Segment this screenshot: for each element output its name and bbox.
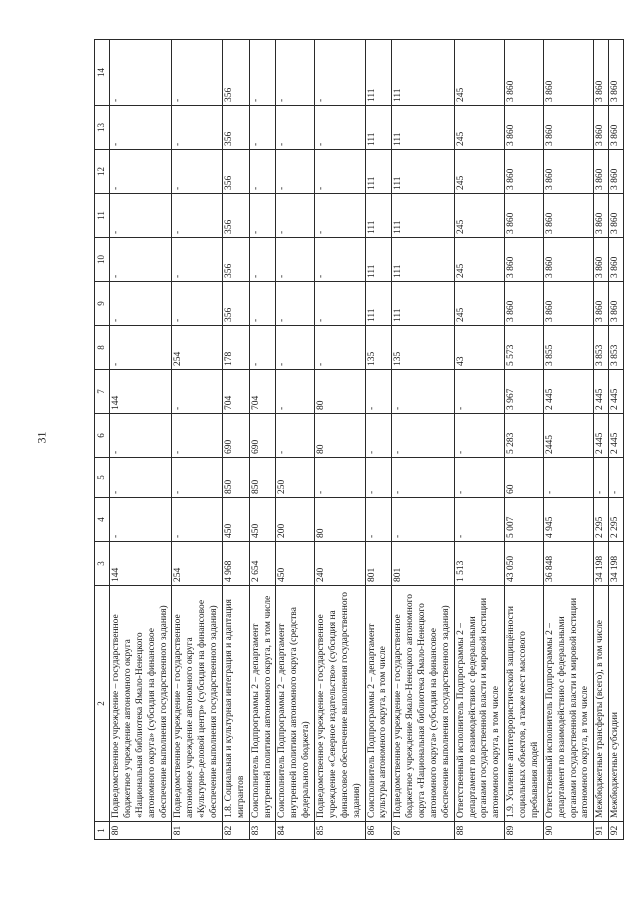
value-cell: 200 <box>276 498 315 542</box>
value-cell: 690 <box>222 414 249 458</box>
value-cell: 178 <box>222 326 249 370</box>
value-cell: - <box>110 282 172 326</box>
column-header: 8 <box>95 326 110 370</box>
page-number: 31 <box>34 431 49 444</box>
value-cell: 4 945 <box>543 498 594 542</box>
value-cell: 3 860 <box>505 238 544 282</box>
value-cell: 250 <box>276 458 315 498</box>
value-cell: - <box>315 458 366 498</box>
value-cell: - <box>110 498 172 542</box>
row-name: Соисполнитель Подпрограммы 2 – департамент культуры автономного округа, в том числе <box>365 586 392 822</box>
value-cell: 3 860 <box>609 150 624 194</box>
value-cell: - <box>249 326 276 370</box>
value-cell: 111 <box>392 282 454 326</box>
table-wrapper <box>94 50 621 840</box>
value-cell: - <box>110 326 172 370</box>
value-cell: 3 860 <box>543 282 594 326</box>
value-cell: - <box>249 106 276 150</box>
value-cell: - <box>110 414 172 458</box>
value-cell: 5 283 <box>505 414 544 458</box>
value-cell: 111 <box>365 150 392 194</box>
value-cell: - <box>249 282 276 326</box>
value-cell: 245 <box>454 282 505 326</box>
value-cell: - <box>454 414 505 458</box>
row-name: Межбюджетные субсидии <box>609 586 624 822</box>
table-row <box>365 40 392 840</box>
value-cell: 43 050 <box>505 542 544 586</box>
value-cell: - <box>365 498 392 542</box>
value-cell: 245 <box>454 150 505 194</box>
value-cell: - <box>365 414 392 458</box>
column-header: 14 <box>95 40 110 106</box>
row-number: 85 <box>315 822 366 840</box>
table-row <box>249 40 276 840</box>
value-cell: 3 855 <box>543 326 594 370</box>
value-cell: - <box>276 282 315 326</box>
value-cell: 135 <box>365 326 392 370</box>
value-cell: 111 <box>392 150 454 194</box>
table-row <box>315 40 366 840</box>
value-cell: - <box>392 498 454 542</box>
table-row <box>276 40 315 840</box>
value-cell: 2 654 <box>249 542 276 586</box>
value-cell: 2 445 <box>609 414 624 458</box>
value-cell: 356 <box>222 150 249 194</box>
value-cell: 3 853 <box>609 326 624 370</box>
value-cell: 111 <box>365 40 392 106</box>
value-cell: 111 <box>392 194 454 238</box>
table-row <box>594 40 609 840</box>
table-body <box>110 40 624 840</box>
value-cell: - <box>276 150 315 194</box>
value-cell: 111 <box>365 282 392 326</box>
value-cell: 111 <box>365 238 392 282</box>
value-cell: 801 <box>365 542 392 586</box>
table-row <box>110 40 172 840</box>
value-cell: 3 860 <box>609 106 624 150</box>
value-cell: - <box>315 326 366 370</box>
row-number: 82 <box>222 822 249 840</box>
value-cell: 3 860 <box>594 40 609 106</box>
value-cell: 3 860 <box>594 106 609 150</box>
value-cell: 111 <box>392 238 454 282</box>
row-number: 86 <box>365 822 392 840</box>
value-cell: 111 <box>365 194 392 238</box>
value-cell: 240 <box>315 542 366 586</box>
value-cell: 3 860 <box>609 282 624 326</box>
column-header: 1 <box>95 822 110 840</box>
value-cell: 450 <box>276 542 315 586</box>
row-number: 90 <box>543 822 594 840</box>
value-cell: - <box>315 194 366 238</box>
value-cell: 850 <box>249 458 276 498</box>
value-cell: - <box>110 194 172 238</box>
header-row <box>95 40 110 840</box>
value-cell: 3 860 <box>543 106 594 150</box>
value-cell: 356 <box>222 40 249 106</box>
value-cell: 704 <box>249 370 276 414</box>
value-cell: 60 <box>505 458 544 498</box>
value-cell: 111 <box>365 106 392 150</box>
value-cell: 80 <box>315 370 366 414</box>
value-cell: - <box>172 40 223 106</box>
value-cell: - <box>172 458 223 498</box>
value-cell: - <box>172 238 223 282</box>
value-cell: - <box>454 370 505 414</box>
value-cell: 5 573 <box>505 326 544 370</box>
value-cell: - <box>276 106 315 150</box>
row-name: Межбюджетные трансферты (всего), в том числе <box>594 586 609 822</box>
value-cell: - <box>110 458 172 498</box>
column-header: 3 <box>95 542 110 586</box>
value-cell: 450 <box>222 498 249 542</box>
value-cell: 3 860 <box>594 238 609 282</box>
value-cell: - <box>315 150 366 194</box>
value-cell: 690 <box>249 414 276 458</box>
value-cell: 450 <box>249 498 276 542</box>
table-row <box>392 40 454 840</box>
table-row <box>454 40 505 840</box>
value-cell: 356 <box>222 238 249 282</box>
value-cell: - <box>172 282 223 326</box>
value-cell: - <box>454 498 505 542</box>
value-cell: 80 <box>315 498 366 542</box>
row-name: Ответственный исполнитель Подпрограммы 2 – департамент по взаимодействию с федеральными органами государственной власти и мировой юстиции автономного округа, в том числе <box>454 586 505 822</box>
value-cell: 2445 <box>543 414 594 458</box>
row-number: 81 <box>172 822 223 840</box>
value-cell: - <box>276 370 315 414</box>
value-cell: 245 <box>454 106 505 150</box>
row-name: Соисполнитель Подпрограммы 2 – департамент внутренней политики автономного округа (средства федерального бюджета) <box>276 586 315 822</box>
value-cell: 245 <box>454 238 505 282</box>
value-cell: - <box>110 40 172 106</box>
value-cell: 356 <box>222 282 249 326</box>
value-cell: - <box>249 238 276 282</box>
value-cell: - <box>172 194 223 238</box>
value-cell: 2 445 <box>594 370 609 414</box>
value-cell: 144 <box>110 542 172 586</box>
column-header: 7 <box>95 370 110 414</box>
table-row <box>172 40 223 840</box>
column-header: 6 <box>95 414 110 458</box>
value-cell: 3 860 <box>505 194 544 238</box>
value-cell: - <box>276 194 315 238</box>
row-name: Подведомственное учреждение – государственное учреждение «Северное издательство» (субсидия на финансовое обеспечение выполнения государственного задания) <box>315 586 366 822</box>
value-cell: - <box>276 238 315 282</box>
value-cell: - <box>315 106 366 150</box>
value-cell: 43 <box>454 326 505 370</box>
value-cell: 4 968 <box>222 542 249 586</box>
value-cell: - <box>249 40 276 106</box>
row-number: 91 <box>594 822 609 840</box>
value-cell: - <box>594 458 609 498</box>
row-number: 84 <box>276 822 315 840</box>
table-row <box>609 40 624 840</box>
row-number: 89 <box>505 822 544 840</box>
value-cell: 3 860 <box>505 40 544 106</box>
column-header: 4 <box>95 498 110 542</box>
value-cell: 2 445 <box>543 370 594 414</box>
value-cell: 3 860 <box>609 194 624 238</box>
value-cell: - <box>172 414 223 458</box>
value-cell: - <box>110 150 172 194</box>
value-cell: 1 513 <box>454 542 505 586</box>
row-name: Ответственный исполнитель Подпрограммы 2 – департамент по взаимодействию с федеральными органами государственной власти и мировой юстиции автономного округа, в том числе <box>543 586 594 822</box>
value-cell: - <box>110 106 172 150</box>
column-header: 5 <box>95 458 110 498</box>
value-cell: 5 007 <box>505 498 544 542</box>
column-header: 13 <box>95 106 110 150</box>
value-cell: 3 860 <box>505 150 544 194</box>
column-header: 9 <box>95 282 110 326</box>
value-cell: - <box>172 106 223 150</box>
value-cell: - <box>276 414 315 458</box>
value-cell: - <box>172 150 223 194</box>
value-cell: 3 860 <box>505 282 544 326</box>
value-cell: 801 <box>392 542 454 586</box>
value-cell: 111 <box>392 40 454 106</box>
column-header: 2 <box>95 586 110 822</box>
value-cell: 3 860 <box>505 106 544 150</box>
value-cell: - <box>392 414 454 458</box>
row-name: 1.8. Социальная и культурная интеграция и адаптация мигрантов <box>222 586 249 822</box>
column-header: 12 <box>95 150 110 194</box>
value-cell: 3 860 <box>594 150 609 194</box>
row-number: 88 <box>454 822 505 840</box>
value-cell: - <box>110 238 172 282</box>
row-name: Соисполнитель Подпрограммы 2 – департамент внутренней политики автономного округа, в том числе <box>249 586 276 822</box>
value-cell: 3 860 <box>594 282 609 326</box>
value-cell: - <box>249 150 276 194</box>
value-cell: - <box>454 458 505 498</box>
table-row <box>505 40 544 840</box>
value-cell: - <box>172 498 223 542</box>
row-number: 80 <box>110 822 172 840</box>
value-cell: - <box>392 458 454 498</box>
table-row <box>543 40 594 840</box>
value-cell: 704 <box>222 370 249 414</box>
row-number: 83 <box>249 822 276 840</box>
value-cell: 2 295 <box>594 498 609 542</box>
value-cell: 245 <box>454 194 505 238</box>
value-cell: - <box>365 458 392 498</box>
row-name: Подведомственное учреждение – государственное бюджетное учреждение Ямало-Ненецкого автономного округа «Национальная библиотека Ямало-Ненецкого автономного округа» (субсидия на финансовое обеспечение выполнения государственного задания) <box>392 586 454 822</box>
value-cell: 254 <box>172 542 223 586</box>
value-cell: - <box>172 370 223 414</box>
value-cell: 3 967 <box>505 370 544 414</box>
value-cell: 34 198 <box>594 542 609 586</box>
value-cell: - <box>315 238 366 282</box>
value-cell: 245 <box>454 40 505 106</box>
value-cell: 36 848 <box>543 542 594 586</box>
value-cell: 34 198 <box>609 542 624 586</box>
value-cell: 3 860 <box>609 40 624 106</box>
value-cell: - <box>276 40 315 106</box>
value-cell: 2 445 <box>609 370 624 414</box>
row-name: 1.9. Усиление антитеррористической защищённости социальных объектов, а также мест массового пребывания людей <box>505 586 544 822</box>
value-cell: 356 <box>222 106 249 150</box>
value-cell: - <box>315 282 366 326</box>
value-cell: 3 860 <box>594 194 609 238</box>
value-cell: 356 <box>222 194 249 238</box>
value-cell: - <box>249 194 276 238</box>
budget-table <box>94 39 624 840</box>
row-name: Подведомственное учреждение – государственное бюджетное учреждение автономного округа «Национальная библиотека Ямало-Ненецкого автономного округа» (субсидия на финансовое обеспечение выполнения государственного задания) <box>110 586 172 822</box>
value-cell: 3 860 <box>543 194 594 238</box>
row-number: 92 <box>609 822 624 840</box>
value-cell: 850 <box>222 458 249 498</box>
value-cell: - <box>276 326 315 370</box>
value-cell: - <box>365 370 392 414</box>
value-cell: 2 445 <box>594 414 609 458</box>
value-cell: - <box>392 370 454 414</box>
value-cell: 80 <box>315 414 366 458</box>
row-number: 87 <box>392 822 454 840</box>
column-header: 11 <box>95 194 110 238</box>
value-cell: 254 <box>172 326 223 370</box>
value-cell: 135 <box>392 326 454 370</box>
value-cell: 111 <box>392 106 454 150</box>
value-cell: - <box>609 458 624 498</box>
value-cell: 3 860 <box>609 238 624 282</box>
table-row <box>222 40 249 840</box>
value-cell: - <box>543 458 594 498</box>
value-cell: 144 <box>110 370 172 414</box>
value-cell: 3 860 <box>543 40 594 106</box>
value-cell: 3 860 <box>543 150 594 194</box>
value-cell: 3 853 <box>594 326 609 370</box>
row-name: Подведомственное учреждение – государственное автономное учреждение автономного округа «Культурно-деловой центр» (субсидия на финансовое обеспечение выполнения государственного задания) <box>172 586 223 822</box>
value-cell: 3 860 <box>543 238 594 282</box>
value-cell: - <box>315 40 366 106</box>
value-cell: 2 295 <box>609 498 624 542</box>
column-header: 10 <box>95 238 110 282</box>
rotated-table-container <box>94 50 621 840</box>
